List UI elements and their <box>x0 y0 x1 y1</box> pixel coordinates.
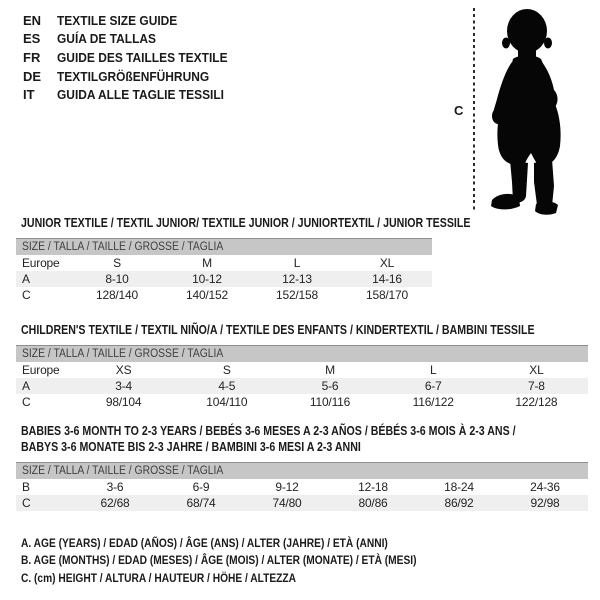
size-table-children <box>16 345 588 410</box>
legend-line-a <box>21 535 486 552</box>
table-cell: L <box>429 363 437 377</box>
table-row <box>16 255 432 271</box>
table-cell: 104/110 <box>206 395 248 409</box>
toddler-silhouette-icon <box>482 4 578 216</box>
table-cell: 116/122 <box>412 395 454 409</box>
table-row <box>16 479 588 495</box>
section-title-babies <box>21 423 600 455</box>
table-cell: 12-18 <box>358 480 388 494</box>
table-cell: S <box>222 363 231 377</box>
size-table-rows <box>16 255 432 303</box>
language-line <box>23 48 242 67</box>
table-cell: 18-24 <box>444 480 474 494</box>
language-line <box>23 11 242 30</box>
table-cell: 14-16 <box>372 272 402 286</box>
size-bar <box>16 462 588 479</box>
section-title-text: CHILDREN'S TEXTILE / TEXTIL NIÑO/A / TEXTILE DES ENFANTS / KINDERTEXTIL / BAMBINI TESSILE <box>21 323 535 337</box>
table-cell: 98/104 <box>105 395 142 409</box>
legend-text: C. (cm) HEIGHT / ALTURA / HAUTEUR / HÖHE / ALTEZZA <box>21 570 297 585</box>
table-cell: 128/140 <box>96 288 138 302</box>
table-cell: 86/92 <box>444 496 474 510</box>
table-row <box>16 495 588 511</box>
section-title-text-line2: BABYS 3-6 MONATE BIS 2-3 JAHRE / BAMBINI 3-6 MESI A 2-3 ANNI <box>21 440 361 454</box>
guide-title: TEXTILE SIZE GUIDE <box>57 12 178 28</box>
table-cell: 4-5 <box>218 379 236 393</box>
table-cell: 10-12 <box>192 272 222 286</box>
guide-title: GUÍA DE TALLAS <box>57 31 157 47</box>
legend-text: A. AGE (YEARS) / EDAD (AÑOS) / ÂGE (ANS) / ALTER (JAHRE) / ETÀ (ANNI) <box>21 536 388 550</box>
table-cell: XS <box>115 363 132 377</box>
row-label: B <box>22 480 30 494</box>
table-cell: M <box>202 256 212 270</box>
row-label: C <box>22 395 31 409</box>
table-cell: 122/128 <box>515 395 558 409</box>
language-line <box>23 85 242 104</box>
table-cell: 152/158 <box>276 288 318 302</box>
table-cell: 24-36 <box>530 480 560 494</box>
table-cell: 110/116 <box>309 395 351 409</box>
size-table-babies <box>16 462 588 511</box>
table-cell: 158/170 <box>366 288 408 302</box>
legend-line-b <box>21 552 486 569</box>
table-cell: M <box>325 363 335 377</box>
column-header: Europe <box>22 363 60 377</box>
table-cell: 6-9 <box>192 480 210 494</box>
size-table-rows <box>16 479 588 511</box>
table-cell: S <box>113 256 121 270</box>
size-table-junior <box>16 238 432 303</box>
language-title-block <box>23 11 242 104</box>
size-table-rows <box>16 362 588 410</box>
table-cell: L <box>293 256 301 270</box>
language-code: DE <box>23 68 42 84</box>
table-cell: 140/152 <box>186 288 228 302</box>
table-cell: 80/86 <box>358 496 388 510</box>
row-label: A <box>22 272 30 286</box>
size-bar <box>16 345 588 362</box>
guide-title: TEXTILGRÖßENFÜHRUNG <box>57 68 210 84</box>
size-bar <box>16 238 432 255</box>
section-title-text: JUNIOR TEXTILE / TEXTIL JUNIOR/ TEXTILE JUNIOR / JUNIORTEXTIL / JUNIOR TESSILE <box>21 216 471 230</box>
language-code: IT <box>23 87 35 103</box>
size-bar-label: SIZE / TALLA / TAILLE / GRÖSSE / TAGLIA <box>22 241 224 253</box>
table-cell: 5-6 <box>321 379 339 393</box>
language-code: EN <box>23 12 42 28</box>
table-cell: XL <box>379 256 395 270</box>
table-row <box>16 378 588 394</box>
section-title-junior <box>21 215 550 231</box>
table-cell: 6-7 <box>424 379 442 393</box>
table-cell: 9-12 <box>275 480 299 494</box>
guide-title: GUIDE DES TAILLES TEXTILE <box>57 49 228 65</box>
table-row <box>16 271 432 287</box>
language-code: FR <box>23 49 41 65</box>
section-title-children <box>21 322 600 338</box>
section-title-text: BABIES 3-6 MONTH TO 2-3 YEARS / BEBÉS 3-6 MESES A 2-3 AÑOS / BÉBÉS 3-6 MOIS À 2-3 ANS / <box>21 424 516 438</box>
table-cell: 92/98 <box>530 496 560 510</box>
table-cell: 3-4 <box>115 379 132 393</box>
table-cell: 8-10 <box>105 272 129 286</box>
table-row <box>16 394 588 410</box>
table-row <box>16 287 432 303</box>
height-measure-label: C <box>454 103 464 118</box>
legend-text: B. AGE (MONTHS) / EDAD (MESES) / ÂGE (MOIS) / ALTER (MONATE) / ETÀ (MESI) <box>21 553 417 568</box>
row-label: A <box>22 379 30 393</box>
table-cell: 12-13 <box>282 272 312 286</box>
column-header: Europe <box>22 256 60 270</box>
table-cell: 68/74 <box>186 496 216 510</box>
table-row <box>16 362 588 378</box>
table-cell: 7-8 <box>528 379 545 393</box>
row-label: C <box>22 288 31 302</box>
table-cell: XL <box>529 363 544 377</box>
guide-title: GUIDA ALLE TAGLIE TESSILI <box>57 87 225 103</box>
height-measure-dotted-line <box>473 8 475 210</box>
legend-block <box>21 535 486 587</box>
legend-line-c <box>21 570 486 587</box>
language-line <box>23 30 242 49</box>
size-bar-label: SIZE / TALLA / TAILLE / GRÖSSE / TAGLIA <box>22 348 224 360</box>
table-cell: 74/80 <box>272 496 302 510</box>
row-label: C <box>22 496 31 510</box>
table-cell: 3-6 <box>106 480 124 494</box>
size-bar-label: SIZE / TALLA / TAILLE / GRÖSSE / TAGLIA <box>22 465 224 477</box>
language-code: ES <box>23 31 41 47</box>
table-cell: 62/68 <box>100 496 130 510</box>
language-line <box>23 67 242 86</box>
